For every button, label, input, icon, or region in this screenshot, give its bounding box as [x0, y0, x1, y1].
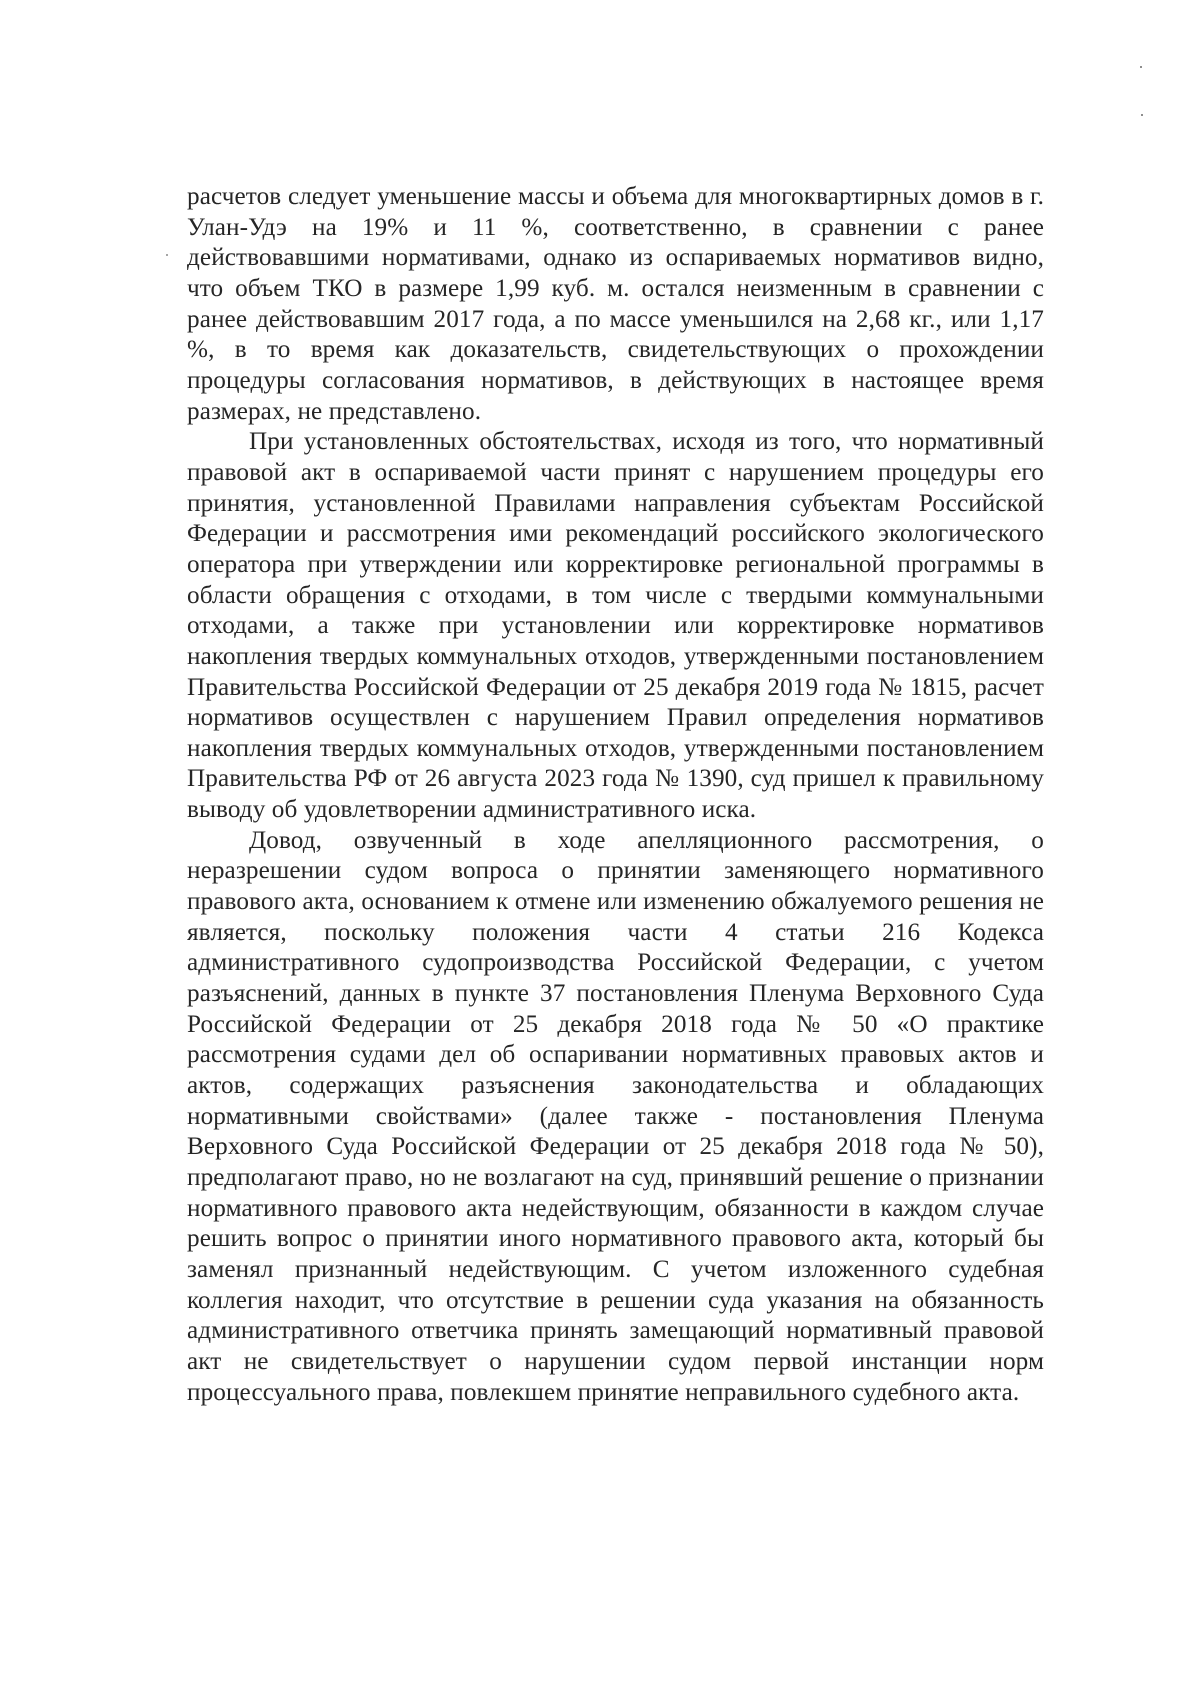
scan-speck — [1141, 114, 1143, 116]
scan-speck — [1140, 66, 1142, 68]
scan-speck — [166, 254, 168, 256]
paragraph-3: Довод, озвученный в ходе апелляционного рассмотрения, о неразрешении судом вопроса о принятии заменяющего нормативного правового акта, основанием к отмене или изменению обжалуемого решения не является, поскольку положения части 4 статьи 216 Кодекса административного судопроизводства Российской Федерации, с учетом разъяснений, данных в пункте 37 постановления Пленума Верховного Суда Российской Федерации от 25 декабря 2018 года № 50 «О практике рассмотрения судами дел об оспаривании нормативных правовых актов и актов, содержащих разъяснения законодательства и обладающих нормативными свойствами» (далее также - постановления Пленума Верховного Суда Российской Федерации от 25 декабря 2018 года № 50), предполагают право, но не возлагают на суд, принявший решение о признании нормативного правового акта недействующим, обязанности в каждом случае решить вопрос о принятии иного нормативного правового акта, который бы заменял признанный недействующим. С учетом изложенного судебная коллегия находит, что отсутствие в решении суда указания на обязанность административного ответчика принять замещающий нормативный правовой акт не свидетельствует о нарушении судом первой инстанции норм процессуального права, повлекшем принятие неправильного судебного акта. — [187, 826, 1044, 1406]
document-body — [187, 182, 1044, 1408]
paragraph-2: При установленных обстоятельствах, исходя из того, что нормативный правовой акт в оспариваемой части принят с нарушением процедуры его принятия, установленной Правилами направления субъектам Российской Федерации и рассмотрения ими рекомендаций российского экологического оператора при утверждении или корректировке региональной программы в области обращения с отходами, в том числе с твердыми коммунальными отходами, а также при установлении или корректировке нормативов накопления твердых коммунальных отходов, утвержденными постановлением Правительства Российской Федерации от 25 декабря 2019 года № 1815, расчет нормативов осуществлен с нарушением Правил определения нормативов накопления твердых коммунальных отходов, утвержденными постановлением Правительства РФ от 26 августа 2023 года № 1390, суд пришел к правильному выводу об удовлетворении административного иска. — [187, 428, 1044, 824]
paragraph-1: расчетов следует уменьшение массы и объема для многоквартирных домов в г. Улан-Удэ на 19% и 11 %, соответственно, в сравнении с ранее действовавшими нормативами, однако из оспариваемых нормативов видно, что объем ТКО в размере 1,99 куб. м. остался неизменным в сравнении с ранее действовавшим 2017 года, а по массе уменьшился на 2,68 кг., или 1,17 %, в то время как доказательств, свидетельствующих о прохождении процедуры согласования нормативов, в действующих в настоящее время размерах, не представлено. — [187, 183, 1044, 425]
